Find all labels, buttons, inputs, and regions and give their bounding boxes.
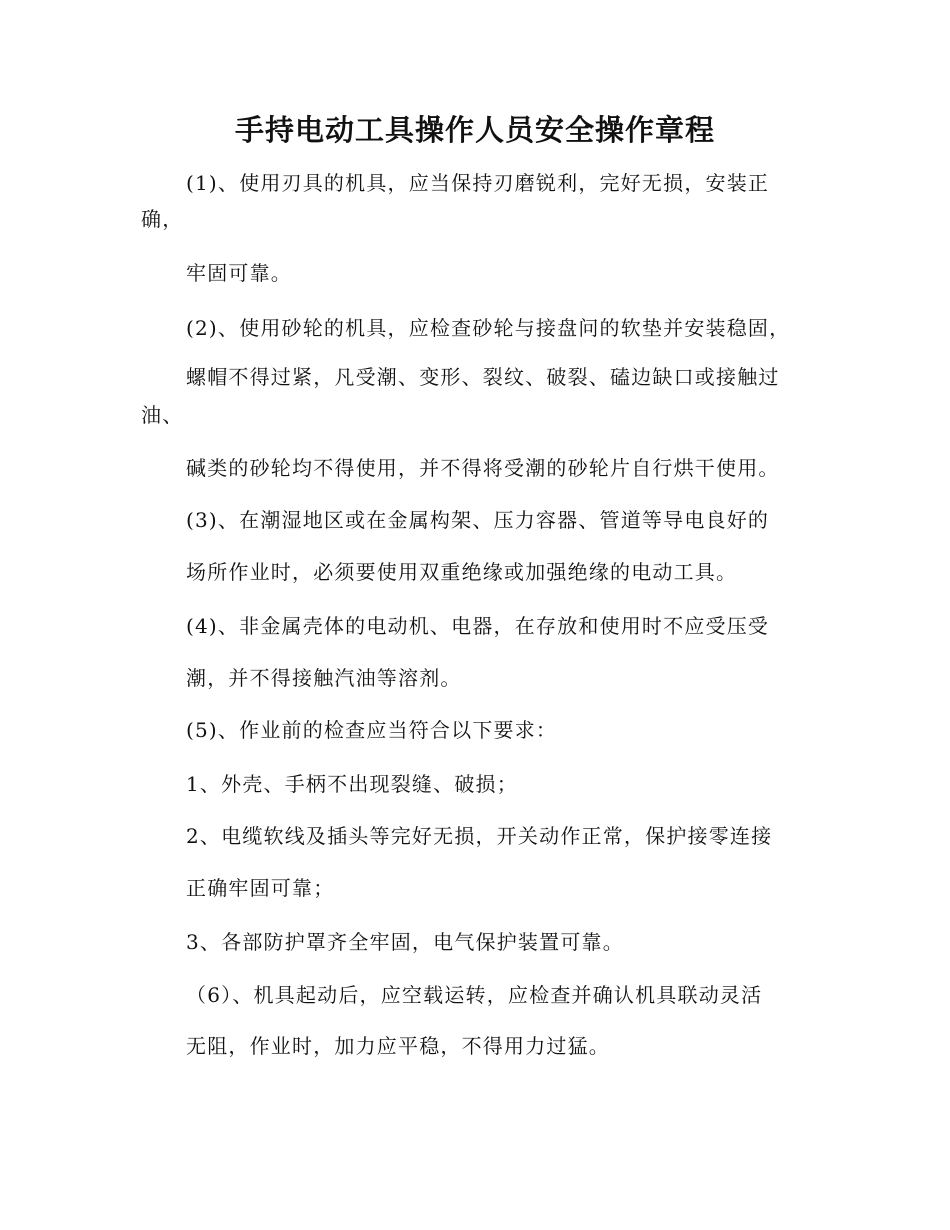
text-line: 确，	[141, 207, 184, 231]
text-line: (4)、非金属壳体的电动机、电器，在存放和使用时不应受压受	[186, 614, 770, 638]
text-line: 油、	[141, 403, 184, 427]
text-line: (2)、使用砂轮的机具，应检查砂轮与接盘问的软垫并安装稳固，	[186, 316, 791, 340]
text-line: 场所作业时，必须要使用双重绝缘或加强绝缘的电动工具。	[186, 560, 738, 584]
text-line: 3、各部防护罩齐全牢固，电气保护装置可靠。	[186, 930, 624, 954]
text-line: 1、外壳、手柄不出现裂缝、破损；	[186, 772, 518, 796]
text-line: 碱类的砂轮均不得使用，并不得将受潮的砂轮片自行烘干使用。	[186, 456, 780, 480]
text-line: 潮，并不得接触汽油等溶剂。	[186, 666, 462, 690]
text-line: (1)、使用刃具的机具，应当保持刃磨锐利，完好无损，安装正	[186, 171, 770, 195]
text-line: 2、电缆软线及插头等完好无损，开关动作正常，保护接零连接	[186, 824, 773, 848]
document-title: 手持电动工具操作人员安全操作章程	[234, 113, 715, 147]
text-line: 无阻，作业时，加力应平稳，不得用力过猛。	[186, 1034, 610, 1058]
text-line: 正确牢固可靠；	[186, 876, 335, 900]
text-line: (5)、作业前的检查应当符合以下要求：	[186, 718, 558, 742]
text-line: 牢固可靠。	[186, 261, 292, 285]
text-line: （6）、机具起动后，应空载运转，应检查并确认机具联动灵活	[186, 983, 763, 1007]
text-line: 螺帽不得过紧，凡受潮、变形、裂纹、破裂、磕边缺口或接触过	[186, 365, 780, 389]
text-line: (3)、在潮湿地区或在金属构架、压力容器、管道等导电良好的	[186, 508, 770, 532]
